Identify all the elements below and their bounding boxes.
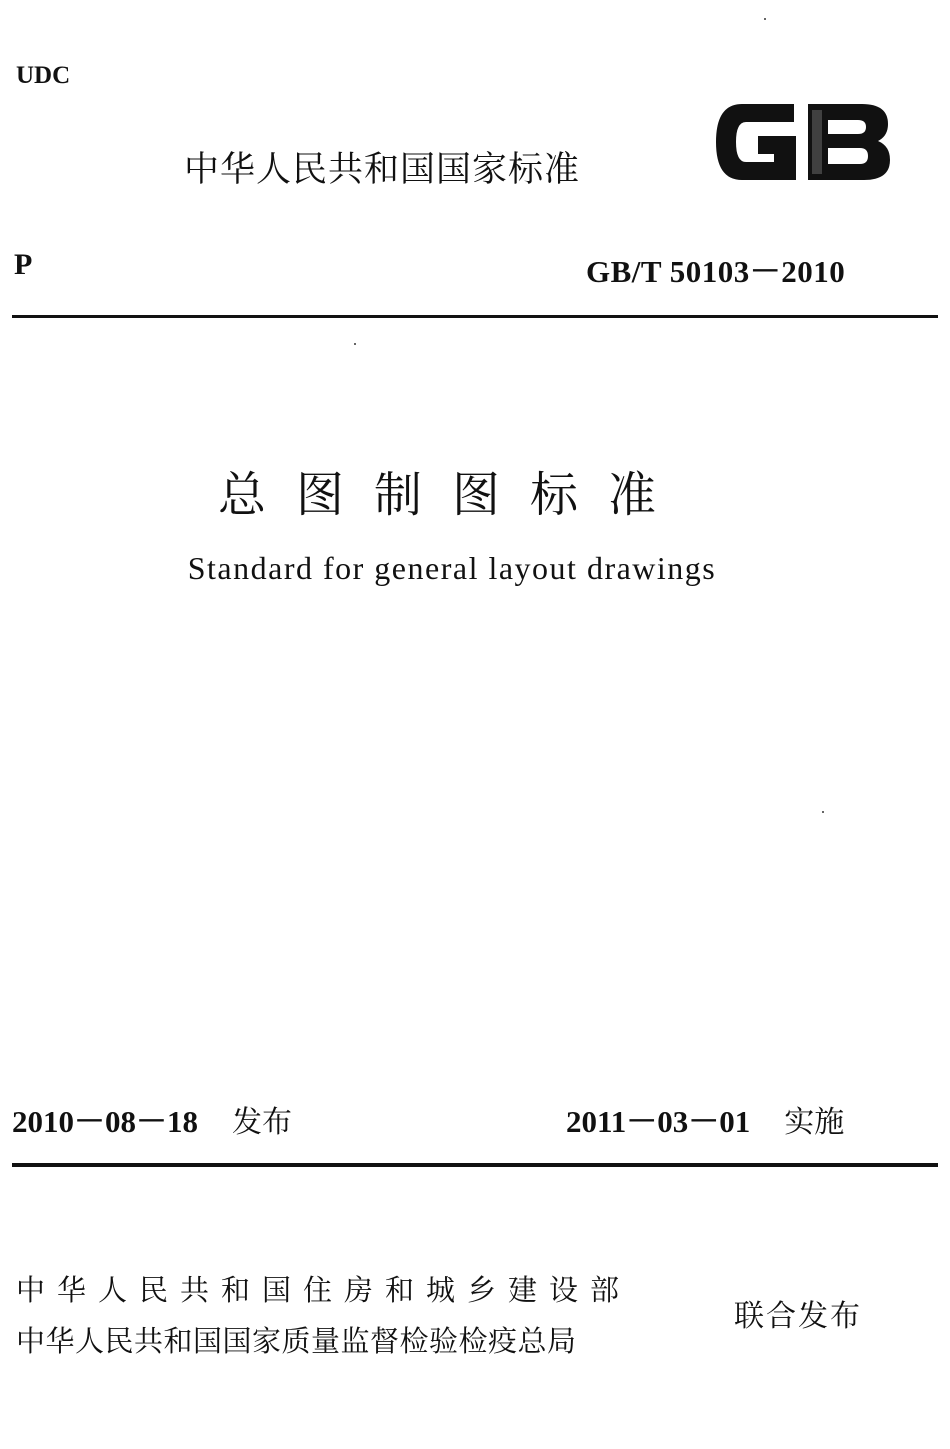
title-english: Standard for general layout drawings — [187, 550, 717, 586]
implementation-label: 实施 — [784, 1105, 845, 1140]
national-standard-heading: 中华人民共和国国家标准 — [184, 150, 581, 190]
issue-date: 2010－08－18 — [12, 1104, 198, 1139]
top-divider — [12, 315, 938, 318]
scan-speck — [354, 343, 356, 345]
issuer-aqsiq: 中华人民共和国国家质量监督检验检疫总局 — [16, 1324, 577, 1358]
bottom-divider — [12, 1163, 938, 1167]
issue-label: 发布 — [232, 1105, 292, 1140]
title-chinese: 总图制图标准 — [217, 467, 686, 523]
udc-label: UDC — [16, 62, 71, 89]
scan-speck — [764, 18, 766, 20]
implementation-date: 2011－03－01 — [566, 1104, 751, 1139]
scan-speck — [822, 811, 824, 813]
implementation-date-line — [566, 1096, 844, 1141]
issuer-ministry-housing: 中华人民共和国住房和城乡建设部 — [16, 1273, 632, 1307]
issue-date-line — [12, 1096, 292, 1141]
gb-logo-icon — [712, 96, 892, 188]
joint-issue-label: 联合发布 — [734, 1299, 862, 1334]
classification-code: P — [14, 248, 33, 281]
standard-number: GB/T 50103－2010 — [586, 254, 846, 289]
